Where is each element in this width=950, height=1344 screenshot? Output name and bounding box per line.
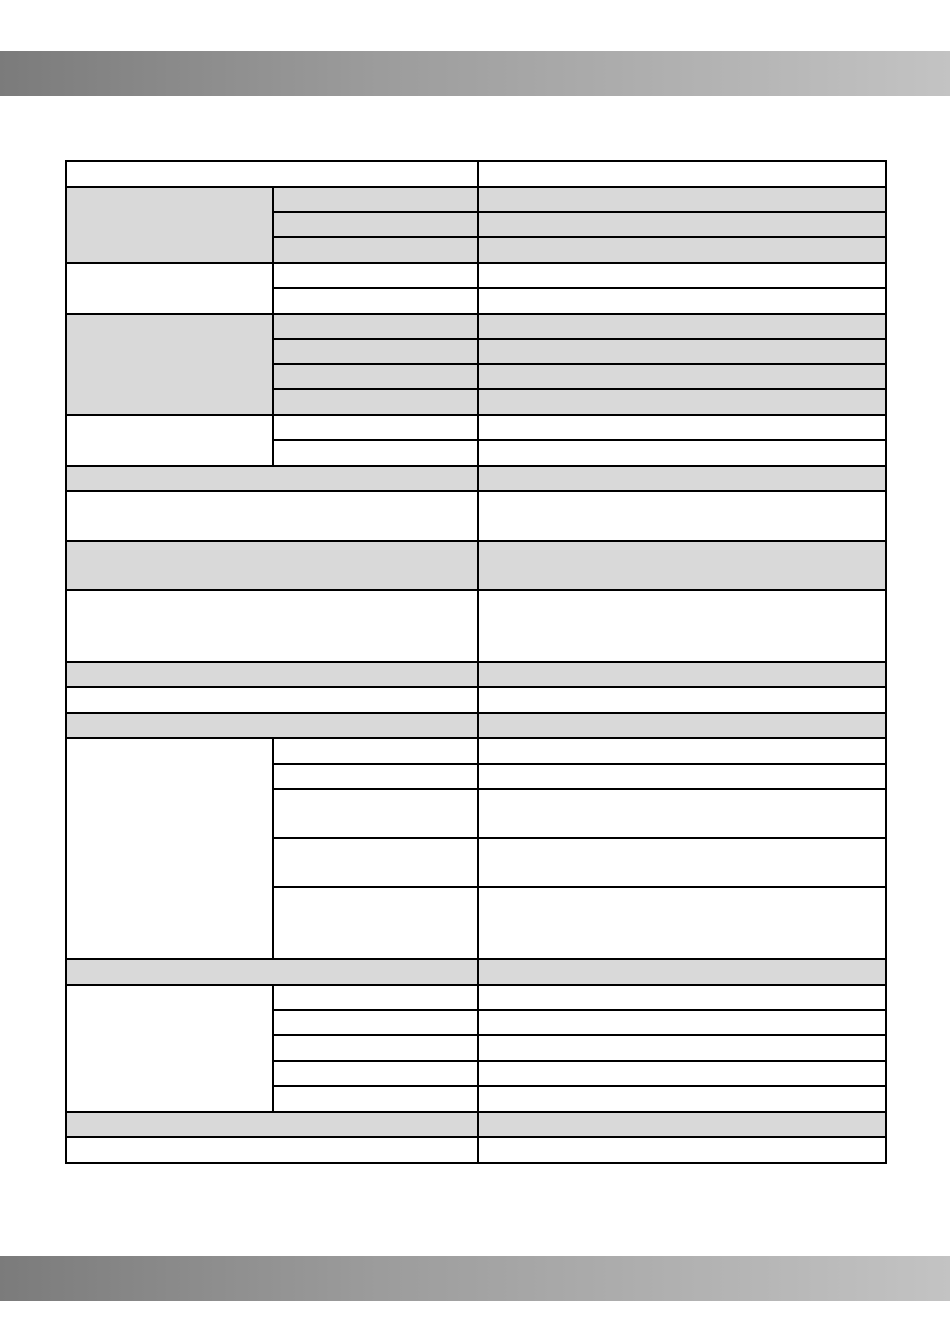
table-row bbox=[66, 491, 886, 541]
group-6-subitem bbox=[273, 1061, 478, 1086]
group-4-subitem bbox=[273, 415, 478, 440]
row-value bbox=[478, 687, 886, 713]
group-5-subitem bbox=[273, 887, 478, 959]
group-3-value bbox=[478, 314, 886, 339]
table-row bbox=[66, 314, 886, 339]
table-row bbox=[66, 187, 886, 212]
table-row bbox=[66, 713, 886, 738]
group-6-label bbox=[66, 985, 273, 1112]
row-value bbox=[478, 466, 886, 491]
table-row bbox=[66, 985, 886, 1010]
group-5-subitem bbox=[273, 764, 478, 789]
row-value bbox=[478, 713, 886, 738]
group-5-value bbox=[478, 789, 886, 838]
row-label bbox=[66, 687, 478, 713]
group-3-value bbox=[478, 364, 886, 389]
group-1-subitem bbox=[273, 187, 478, 212]
group-1-subitem bbox=[273, 212, 478, 237]
group-4-value bbox=[478, 415, 886, 440]
group-3-label bbox=[66, 314, 273, 415]
group-5-value bbox=[478, 764, 886, 789]
group-6-subitem bbox=[273, 1035, 478, 1061]
group-5-subitem bbox=[273, 738, 478, 764]
group-2-label bbox=[66, 263, 273, 314]
table-row bbox=[66, 263, 886, 288]
table-row bbox=[66, 959, 886, 985]
group-1-value bbox=[478, 212, 886, 237]
row-label bbox=[66, 1112, 478, 1137]
group-2-subitem bbox=[273, 288, 478, 314]
group-4-subitem bbox=[273, 440, 478, 466]
group-6-value bbox=[478, 985, 886, 1010]
row-label bbox=[66, 466, 478, 491]
row-value bbox=[478, 491, 886, 541]
row-label bbox=[66, 491, 478, 541]
group-6-value bbox=[478, 1035, 886, 1061]
spec-table bbox=[65, 160, 887, 1164]
table-row bbox=[66, 466, 886, 491]
group-6-subitem bbox=[273, 985, 478, 1010]
table-row bbox=[66, 687, 886, 713]
row-value bbox=[478, 541, 886, 590]
group-5-subitem bbox=[273, 838, 478, 887]
header-band bbox=[0, 51, 950, 96]
group-3-value bbox=[478, 389, 886, 415]
table-row bbox=[66, 590, 886, 662]
group-2-value bbox=[478, 288, 886, 314]
group-4-label bbox=[66, 415, 273, 466]
group-4-value bbox=[478, 440, 886, 466]
table-row bbox=[66, 1137, 886, 1163]
group-1-subitem bbox=[273, 237, 478, 263]
row-value bbox=[478, 590, 886, 662]
table-header-row bbox=[66, 161, 886, 187]
group-1-value bbox=[478, 187, 886, 212]
row-value bbox=[478, 662, 886, 687]
group-6-value bbox=[478, 1010, 886, 1035]
row-label bbox=[66, 590, 478, 662]
group-5-subitem bbox=[273, 789, 478, 838]
footer-band bbox=[0, 1256, 950, 1301]
group-5-value bbox=[478, 887, 886, 959]
group-5-value bbox=[478, 838, 886, 887]
row-label bbox=[66, 713, 478, 738]
table-row bbox=[66, 738, 886, 764]
table-row bbox=[66, 1112, 886, 1137]
group-1-value bbox=[478, 237, 886, 263]
row-value bbox=[478, 1112, 886, 1137]
group-1-label bbox=[66, 187, 273, 263]
group-3-subitem bbox=[273, 389, 478, 415]
table-row bbox=[66, 541, 886, 590]
row-value bbox=[478, 1137, 886, 1163]
group-3-value bbox=[478, 339, 886, 364]
group-6-value bbox=[478, 1061, 886, 1086]
group-2-value bbox=[478, 263, 886, 288]
group-6-value bbox=[478, 1086, 886, 1112]
group-3-subitem bbox=[273, 364, 478, 389]
row-label bbox=[66, 541, 478, 590]
group-6-subitem bbox=[273, 1086, 478, 1112]
row-value bbox=[478, 959, 886, 985]
row-label bbox=[66, 662, 478, 687]
group-3-subitem bbox=[273, 314, 478, 339]
group-5-value bbox=[478, 738, 886, 764]
row-label bbox=[66, 1137, 478, 1163]
row-label bbox=[66, 959, 478, 985]
header-label-cell bbox=[66, 161, 478, 187]
table-row bbox=[66, 415, 886, 440]
header-value-cell bbox=[478, 161, 886, 187]
table-row bbox=[66, 662, 886, 687]
group-3-subitem bbox=[273, 339, 478, 364]
group-2-subitem bbox=[273, 263, 478, 288]
group-5-label bbox=[66, 738, 273, 959]
group-6-subitem bbox=[273, 1010, 478, 1035]
